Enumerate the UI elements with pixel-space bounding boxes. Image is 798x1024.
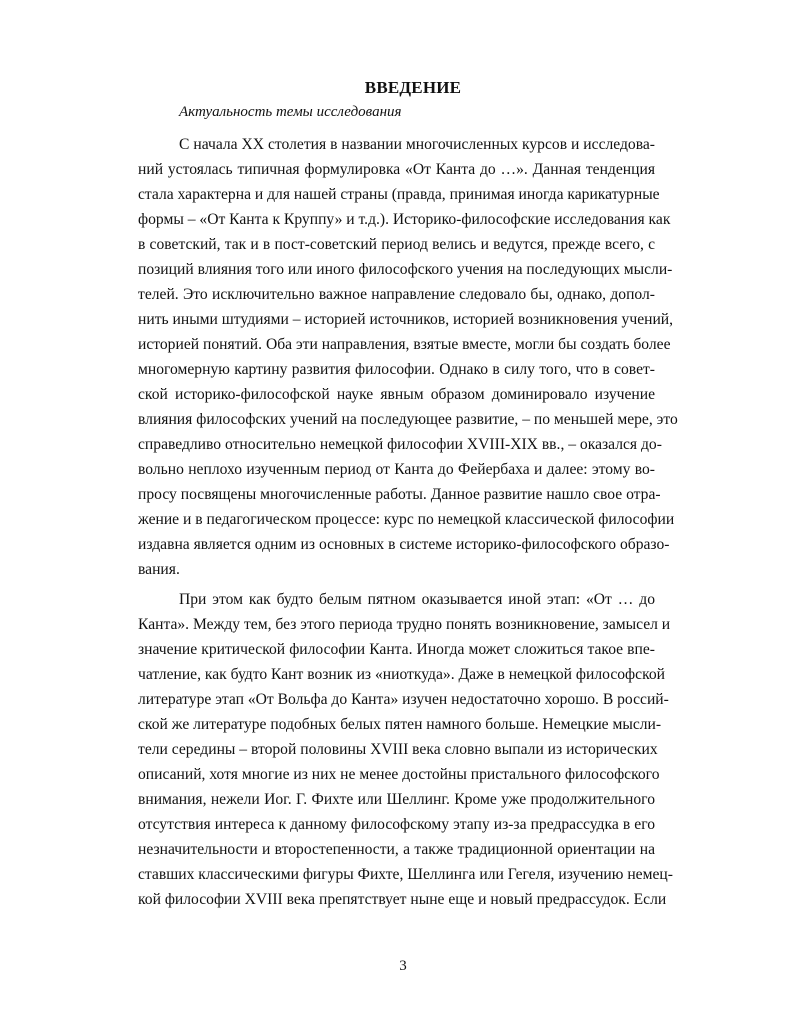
paragraph-1-line-14: вольно неплохо изученным период от Канта до Фейербаха и далее: этому во- xyxy=(138,461,655,478)
paragraph-1-line-1: С начала XX столетия в названии многочисленных курсов и исследова- xyxy=(179,136,655,153)
paragraph-2-line-7: тели середины – второй половины XVIII века словно выпали из исторических xyxy=(138,741,658,758)
paragraph-2-line-5: литературе этап «От Вольфа до Канта» изучен недостаточно хорошо. В россий- xyxy=(138,691,669,708)
paragraph-2-line-12: ставших классическими фигуры Фихте, Шеллинга или Гегеля, изучению немец- xyxy=(138,866,673,883)
paragraph-1-line-13: справедливо относительно немецкой философии XVIII-XIX вв., – оказался до- xyxy=(138,436,662,453)
paragraph-2-line-3: значение критической философии Канта. Иногда может сложиться такое впе- xyxy=(138,641,655,658)
paragraph-1-line-17: издавна является одним из основных в системе историко-философского образо- xyxy=(138,536,670,553)
paragraph-2-line-6: ской же литературе подобных белых пятен намного больше. Немецкие мысли- xyxy=(138,716,662,733)
paragraph-1-line-15: просу посвящены многочисленные работы. Данное развитие нашло свое отра- xyxy=(138,486,661,503)
paragraph-1-line-4: формы – «От Канта к Круппу» и т.д.). Историко-философские исследования как xyxy=(138,211,671,228)
paragraph-2-line-1: При этом как будто белым пятном оказывается иной этап: «От … до xyxy=(179,591,655,608)
section-subtitle: Актуальность темы исследования xyxy=(179,104,402,120)
paragraph-2-line-8: описаний, хотя многие из них не менее достойны пристального философского xyxy=(138,766,660,783)
paragraph-2-line-4: чатление, как будто Кант возник из «ниоткуда». Даже в немецкой философской xyxy=(138,666,666,683)
section-title: ВВЕДЕНИЕ xyxy=(364,78,462,97)
paragraph-2-line-11: незначительности и второстепенности, а также традиционной ориентации на xyxy=(138,841,655,858)
paragraph-2-line-13: кой философии XVIII века препятствует ныне еще и новый предрассудок. Если xyxy=(138,891,667,908)
paragraph-1-line-12: влияния философских учений на последующее развитие, – по меньшей мере, это xyxy=(138,411,678,428)
paragraph-1-line-3: стала характерна и для нашей страны (правда, принимая иногда карикатурные xyxy=(138,186,660,203)
paragraph-2-line-10: отсутствия интереса к данному философскому этапу из-за предрассудка в его xyxy=(138,816,655,833)
paragraph-1-line-5: в советский, так и в пост-советский период велись и ведутся, прежде всего, с xyxy=(138,236,655,253)
paragraph-1-line-7: телей. Это исключительно важное направление следовало бы, однако, допол- xyxy=(138,286,655,303)
paragraph-1-line-6: позиций влияния того или иного философского учения на последующих мысли- xyxy=(138,261,673,278)
paragraph-1-line-9: историей понятий. Оба эти направления, взятые вместе, могли бы создать более xyxy=(138,336,671,353)
paragraph-1-line-16: жение и в педагогическом процессе: курс по немецкой классической философии xyxy=(138,511,675,528)
paragraph-2-line-2: Канта». Между тем, без этого периода трудно понять возникновение, замысел и xyxy=(138,616,671,633)
page-number: 3 xyxy=(399,958,407,974)
paragraph-1-line-2: ний устоялась типичная формулировка «От Канта до …». Данная тенденция xyxy=(138,161,655,178)
paragraph-2-line-9: внимания, нежели Иог. Г. Фихте или Шеллинг. Кроме уже продолжительного xyxy=(138,791,655,808)
paragraph-1-line-8: нить иными штудиями – историей источников, историей возникновения учений, xyxy=(138,311,674,328)
paragraph-1-line-11: ской историко-философской науке явным образом доминировало изучение xyxy=(138,386,655,403)
paragraph-1-line-10: многомерную картину развития философии. Однако в силу того, что в совет- xyxy=(138,361,655,378)
paragraph-1-line-18: вания. xyxy=(138,561,180,578)
